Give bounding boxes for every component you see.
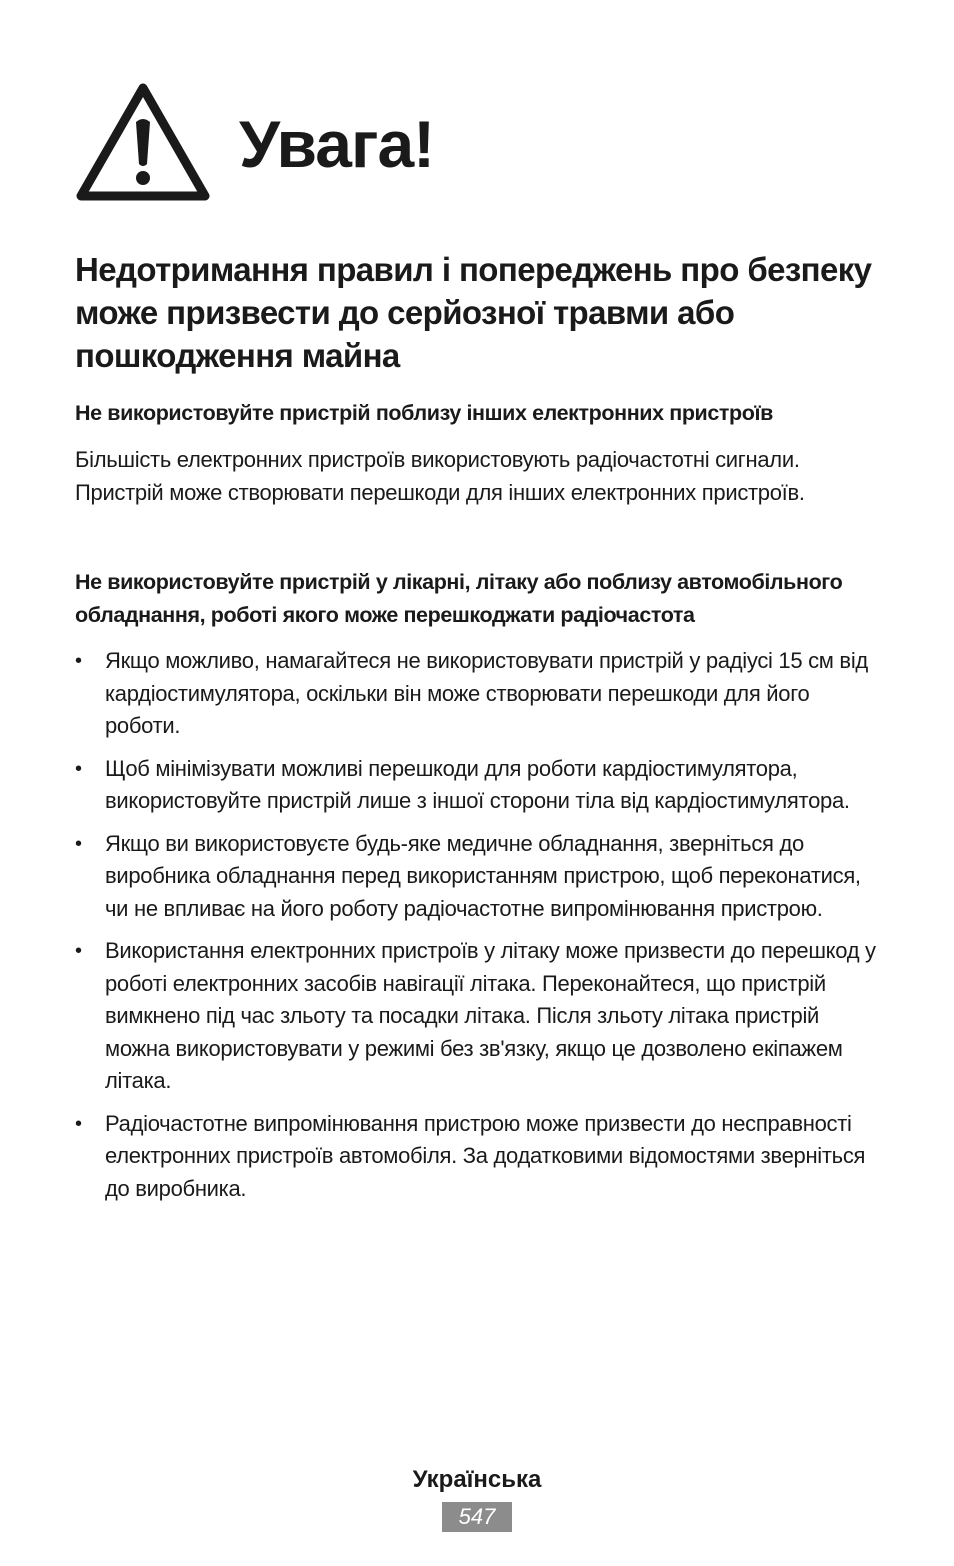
list-item-text: Використання електронних пристроїв у літаку може призвести до перешкод у роботі електронних засобів навігації літака. Переконайтеся, що пристрій вимкнено під час зльоту та посадки літака. Після зльоту літака пристрій можна використовувати у режимі без зв'язку, якщо це дозволено екіпажем літака. <box>105 938 876 1093</box>
bullet-list <box>75 645 880 1205</box>
page-title: Увага! <box>239 107 435 181</box>
page-footer <box>0 1462 954 1532</box>
bullet-icon: • <box>75 1112 82 1135</box>
list-item-text: Якщо ви використовуєте будь-яке медичне обладнання, зверніться до виробника обладнання перед використанням пристрою, щоб переконатися, чи не впливає на його роботу радіочастотне випромінювання пристрою. <box>105 830 861 921</box>
section-heading: Не використовуйте пристрій у лікарні, літаку або поблизу автомобільного обладнання, роботі якого може перешкоджати радіочастота <box>75 570 843 627</box>
list-item <box>75 753 880 818</box>
section-hospital-aircraft <box>75 566 880 1215</box>
main-heading: Недотримання правил і попереджень про безпеку може призвести до серйозної травми або пошкодження майна <box>75 251 872 374</box>
list-item <box>75 828 880 926</box>
bullet-icon: • <box>75 757 82 780</box>
list-item <box>75 935 880 1098</box>
bullet-icon: • <box>75 832 82 855</box>
list-item <box>75 645 880 743</box>
section-electronic-devices <box>75 397 880 509</box>
bullet-icon: • <box>75 650 82 672</box>
footer-language: Українська <box>412 1466 542 1493</box>
list-item-text: Радіочастотне випромінювання пристрою може призвести до несправності електронних пристроїв автомобіля. За додатковими відомостями зверніться до виробника. <box>105 1110 866 1201</box>
list-item-text: Щоб мінімізувати можливі перешкоди для роботи кардіостимулятора, використовуйте пристрій лише з іншої сторони тіла від кардіостимулятора. <box>105 755 850 813</box>
list-item <box>75 1108 880 1206</box>
bullet-icon: • <box>75 940 82 962</box>
warning-triangle-icon <box>75 80 211 204</box>
page-number: 547 <box>442 1502 512 1532</box>
section-heading: Не використовуйте пристрій поблизу інших електронних пристроїв <box>75 401 773 425</box>
section-body: Більшість електронних пристроїв використовують радіочастотні сигнали. Пристрій може створювати перешкоди для інших електронних пристроїв. <box>75 447 805 505</box>
list-item-text: Якщо можливо, намагайтеся не використовувати пристрій у радіусі 15 см від кардіостимулятора, оскільки він може створювати перешкоди для його роботи. <box>105 648 868 738</box>
page-header <box>75 80 434 204</box>
